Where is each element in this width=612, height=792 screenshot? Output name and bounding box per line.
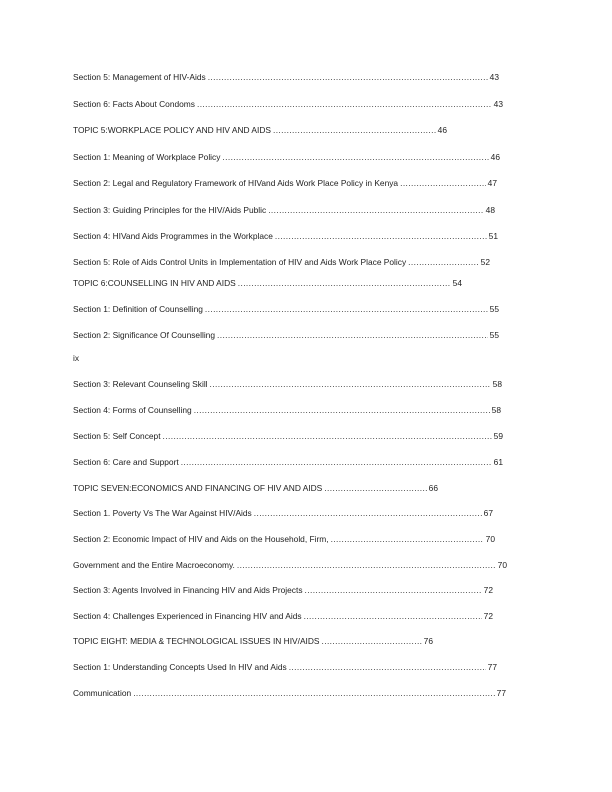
- toc-entry[interactable]: [73, 151, 500, 163]
- dot-leader: [217, 329, 488, 341]
- toc-entry[interactable]: [73, 303, 499, 315]
- dot-leader: [304, 610, 482, 622]
- toc-entry[interactable]: [73, 98, 503, 110]
- toc-entry[interactable]: [73, 635, 433, 647]
- toc-entry-title: Government and the Entire Macroeconomy.: [73, 560, 235, 570]
- toc-entry[interactable]: [73, 610, 493, 622]
- toc-entry[interactable]: [73, 533, 495, 545]
- toc-entry-title: Section 4: Forms of Counselling: [73, 405, 192, 415]
- toc-entry-title: Section 5: Management of HIV-Aids: [73, 72, 206, 82]
- toc-entry-page: 55: [489, 330, 499, 340]
- toc-entry[interactable]: [73, 482, 438, 494]
- toc-entry-title: Section 2: Economic Impact of HIV and Aids on the Household, Firm,: [73, 534, 329, 544]
- toc-entry-title: Section 5: Role of Aids Control Units in Implementation of HIV and Aids Work Place Policy: [73, 257, 407, 267]
- dot-leader: [254, 507, 482, 519]
- toc-entry[interactable]: [73, 378, 502, 390]
- toc-entry-page: 61: [493, 457, 503, 467]
- toc-entry-title: Section 2: Significance Of Counselling: [73, 330, 215, 340]
- toc-entry-title: Section 3: Relevant Counseling Skill: [73, 379, 208, 389]
- toc-entry-title: TOPIC SEVEN:ECONOMICS AND FINANCING OF HIV AND AIDS: [73, 483, 323, 493]
- toc-entry-title: Section 1: Meaning of Workplace Policy: [73, 152, 221, 162]
- toc-entry-title: Section 4: HIVand Aids Programmes in the Workplace: [73, 231, 273, 241]
- dot-leader: [305, 584, 482, 596]
- dot-leader: [408, 256, 479, 268]
- toc-entry-page: 72: [483, 585, 493, 595]
- dot-leader: [222, 151, 488, 163]
- toc-entry[interactable]: [73, 124, 447, 136]
- dot-leader: [205, 303, 488, 315]
- toc-entry-page: 70: [497, 560, 507, 570]
- toc-entry-page: 46: [490, 152, 500, 162]
- toc-entry[interactable]: [73, 430, 503, 442]
- toc-entry[interactable]: [73, 177, 497, 189]
- dot-leader: [275, 230, 487, 242]
- toc-entry-page: 47: [487, 178, 497, 188]
- dot-leader: [197, 98, 492, 110]
- toc-entry-page: 59: [493, 431, 503, 441]
- toc-entry-page: 76: [423, 636, 433, 646]
- toc-entry-title: TOPIC EIGHT: MEDIA & TECHNOLOGICAL ISSUES IN HIV/AIDS: [73, 636, 320, 646]
- dot-leader: [181, 456, 492, 468]
- toc-entry-title: TOPIC 6:COUNSELLING IN HIV AND AIDS: [73, 278, 236, 288]
- page-number: [73, 352, 79, 364]
- toc-entry[interactable]: [73, 230, 498, 242]
- dot-leader: [238, 277, 451, 289]
- toc-entry[interactable]: [73, 277, 462, 289]
- toc-entry[interactable]: [73, 661, 497, 673]
- toc-entry[interactable]: [73, 204, 495, 216]
- toc-entry-page: 54: [452, 278, 462, 288]
- toc-entry-page: 52: [480, 257, 490, 267]
- toc-entry[interactable]: [73, 71, 499, 83]
- toc-entry-title: Communication: [73, 688, 132, 698]
- toc-entry-title: TOPIC 5:WORKPLACE POLICY AND HIV AND AIDS: [73, 125, 271, 135]
- dot-leader: [208, 71, 488, 83]
- toc-entry-title: Section 1: Definition of Counselling: [73, 304, 203, 314]
- toc-entry-page: 66: [428, 483, 438, 493]
- toc-entry-page: 58: [492, 379, 502, 389]
- toc-entry-title: Section 4: Challenges Experienced in Financing HIV and Aids: [73, 611, 302, 621]
- dot-leader: [210, 378, 491, 390]
- toc-entry-title: Section 3: Agents Involved in Financing HIV and Aids Projects: [73, 585, 303, 595]
- toc-entry[interactable]: [73, 256, 490, 268]
- toc-entry-page: 55: [489, 304, 499, 314]
- dot-leader: [400, 177, 486, 189]
- toc-entry[interactable]: [73, 507, 493, 519]
- dot-leader: [324, 482, 426, 494]
- toc-entry-page: 43: [489, 72, 499, 82]
- toc-entry-title: Section 2: Legal and Regulatory Framework of HIVand Aids Work Place Policy in Kenya: [73, 178, 399, 188]
- dot-leader: [237, 559, 496, 571]
- dot-leader: [163, 430, 492, 442]
- toc-entry[interactable]: [73, 456, 503, 468]
- toc-entry-page: 77: [496, 688, 506, 698]
- dot-leader: [268, 204, 483, 216]
- toc-entry-title: Section 1. Poverty Vs The War Against HIV/Aids: [73, 508, 252, 518]
- toc-entry-title: Section 6: Care and Support: [73, 457, 179, 467]
- toc-entry-page: 70: [485, 534, 495, 544]
- dot-leader: [322, 635, 422, 647]
- dot-leader: [331, 533, 484, 545]
- toc-entry-page: 46: [437, 125, 447, 135]
- toc-entry[interactable]: [73, 329, 499, 341]
- toc-entry-page: 51: [488, 231, 498, 241]
- dot-leader: [273, 124, 436, 136]
- dot-leader: [133, 687, 494, 699]
- toc-entry[interactable]: [73, 687, 506, 699]
- toc-entry-page: 67: [483, 508, 493, 518]
- toc-entry-title: Section 1: Understanding Concepts Used In HIV and Aids: [73, 662, 287, 672]
- toc-entry[interactable]: [73, 559, 507, 571]
- toc-entry-page: 48: [485, 205, 495, 215]
- toc-entry-title: Section 5: Self Concept: [73, 431, 161, 441]
- toc-entry-page: 77: [487, 662, 497, 672]
- toc-entry-page: 72: [483, 611, 493, 621]
- page-number-text: ix: [73, 353, 80, 363]
- toc-entry-page: 58: [491, 405, 501, 415]
- dot-leader: [194, 404, 490, 416]
- toc-entry[interactable]: [73, 404, 501, 416]
- toc-entry-title: Section 6: Facts About Condoms: [73, 99, 195, 109]
- toc-entry-page: 43: [493, 99, 503, 109]
- dot-leader: [289, 661, 486, 673]
- toc-entry-title: Section 3: Guiding Principles for the HIV/Aids Public: [73, 205, 267, 215]
- toc-entry[interactable]: [73, 584, 493, 596]
